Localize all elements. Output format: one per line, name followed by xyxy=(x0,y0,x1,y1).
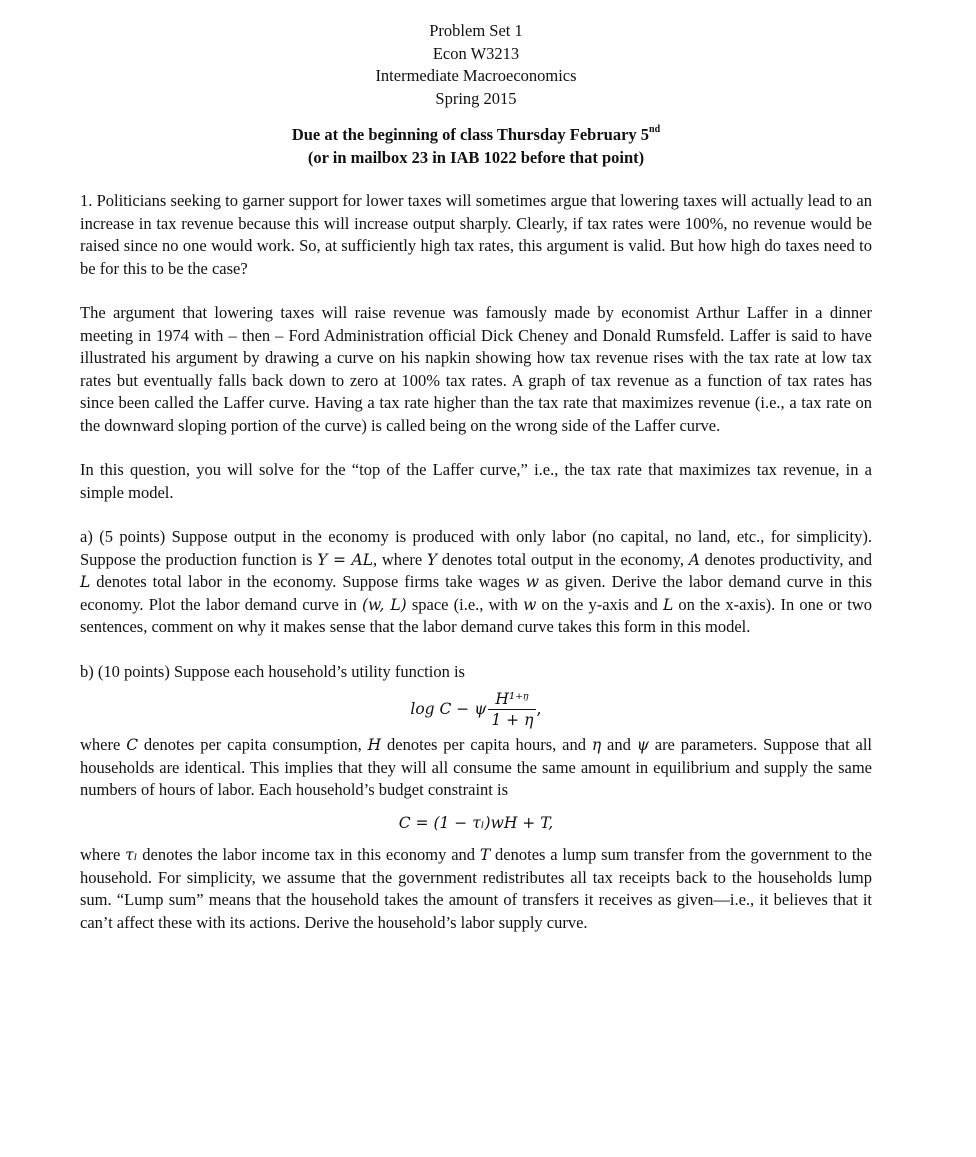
laffer-paragraph: The argument that lowering taxes will raise revenue was famously made by economist Arthur Laffer in a dinner meeting in 1974 with – then – Ford Administration official Dick Cheney and Donald Rumsfeld. Laffer is said to have illustrated his argument by drawing a curve on his napkin showing how tax revenue rises with the tax rate at low tax rates but eventually falls back down to zero at 100% tax rates. A graph of tax revenue as a function of tax rates has since been called the Laffer curve. Having a tax rate higher than the tax rate that maximizes revenue (i.e., a tax rate on the downward sloping portion of the curve) is called being on the wrong side of the Laffer curve. xyxy=(80,303,872,435)
utility-lhs: log C − ψ xyxy=(410,700,487,718)
ordinal-suffix: nd xyxy=(649,123,661,135)
question-statement: In this question, you will solve for the “top of the Laffer curve,” i.e., the tax rate that maximizes tax revenue, in a simple model. xyxy=(80,460,872,502)
part-a: a) (5 points) Suppose output in the economy is produced with only labor (no capital, no land, etc., for simplicity). Suppose the production function is Y = AL, where Y denotes total output in the economy, A denotes productivity, and L denotes total labor in the economy. Suppose firms take wages w as given. Derive the labor demand curve in this economy. Plot the labor demand curve in (w, L) space (i.e., with w on the y-axis and L on the x-axis). In one or two sentences, comment on why it makes sense that the labor demand curve takes this form in this model. xyxy=(80,527,873,636)
document-page xyxy=(80,20,872,934)
header-course-code: Econ W3213 xyxy=(432,43,520,63)
header-problem-set: Problem Set 1 xyxy=(429,21,523,40)
part-b-intro: b) (10 points) Suppose each household’s utility function is xyxy=(80,661,465,681)
due-line-2: (or in mailbox 23 in IAB 1022 before that point) xyxy=(307,147,645,167)
due-line-1: Due at the beginning of class Thursday February 5nd xyxy=(291,123,661,144)
question-1-intro: 1. Politicians seeking to garner support for lower taxes will sometimes argue that lowering taxes will actually lead to an increase in tax revenue because this will increase output sharply. Clearly, if tax rates were 100%, no revenue would be raised since no one would work. So, at sufficiently high tax rates, this argument is valid. But how high do taxes need to be for this to be the case? xyxy=(80,191,872,278)
header-term: Spring 2015 xyxy=(435,88,517,108)
utility-equation: log C − ψ $\frac{\text{H¹⁺ᵑ}}{1 + \eta}$ , xyxy=(410,690,542,729)
header-course-title: Intermediate Macroeconomics xyxy=(375,66,577,85)
document-header xyxy=(80,20,872,110)
part-b-conclusion: where τₗ denotes the labor income tax in this economy and T denotes a lump sum transfer from the government to the household. For simplicity, we assume that the government redistributes all tax receipts back to the households lump sum. “Lump sum” means that the household takes the amount of transfers it receives as given—i.e., it believes that it can’t affect these with its actions. Derive the household’s labor supply curve. xyxy=(80,845,873,932)
part-b-body: where C denotes per capita consumption, H denotes per capita hours, and η and ψ are parameters. Suppose that all households are identical. This implies that they will all consume the same amount in equilibrium and supply the same numbers of hours of labor. Each household’s budget constraint is xyxy=(80,735,873,799)
budget-constraint-equation: C = (1 − τₗ)wH + T, xyxy=(398,813,554,832)
utility-numerator: H¹⁺ᵑ xyxy=(488,689,536,710)
due-date-block xyxy=(80,124,872,169)
utility-fraction xyxy=(488,689,536,730)
utility-denominator: 1 + η xyxy=(491,711,534,729)
